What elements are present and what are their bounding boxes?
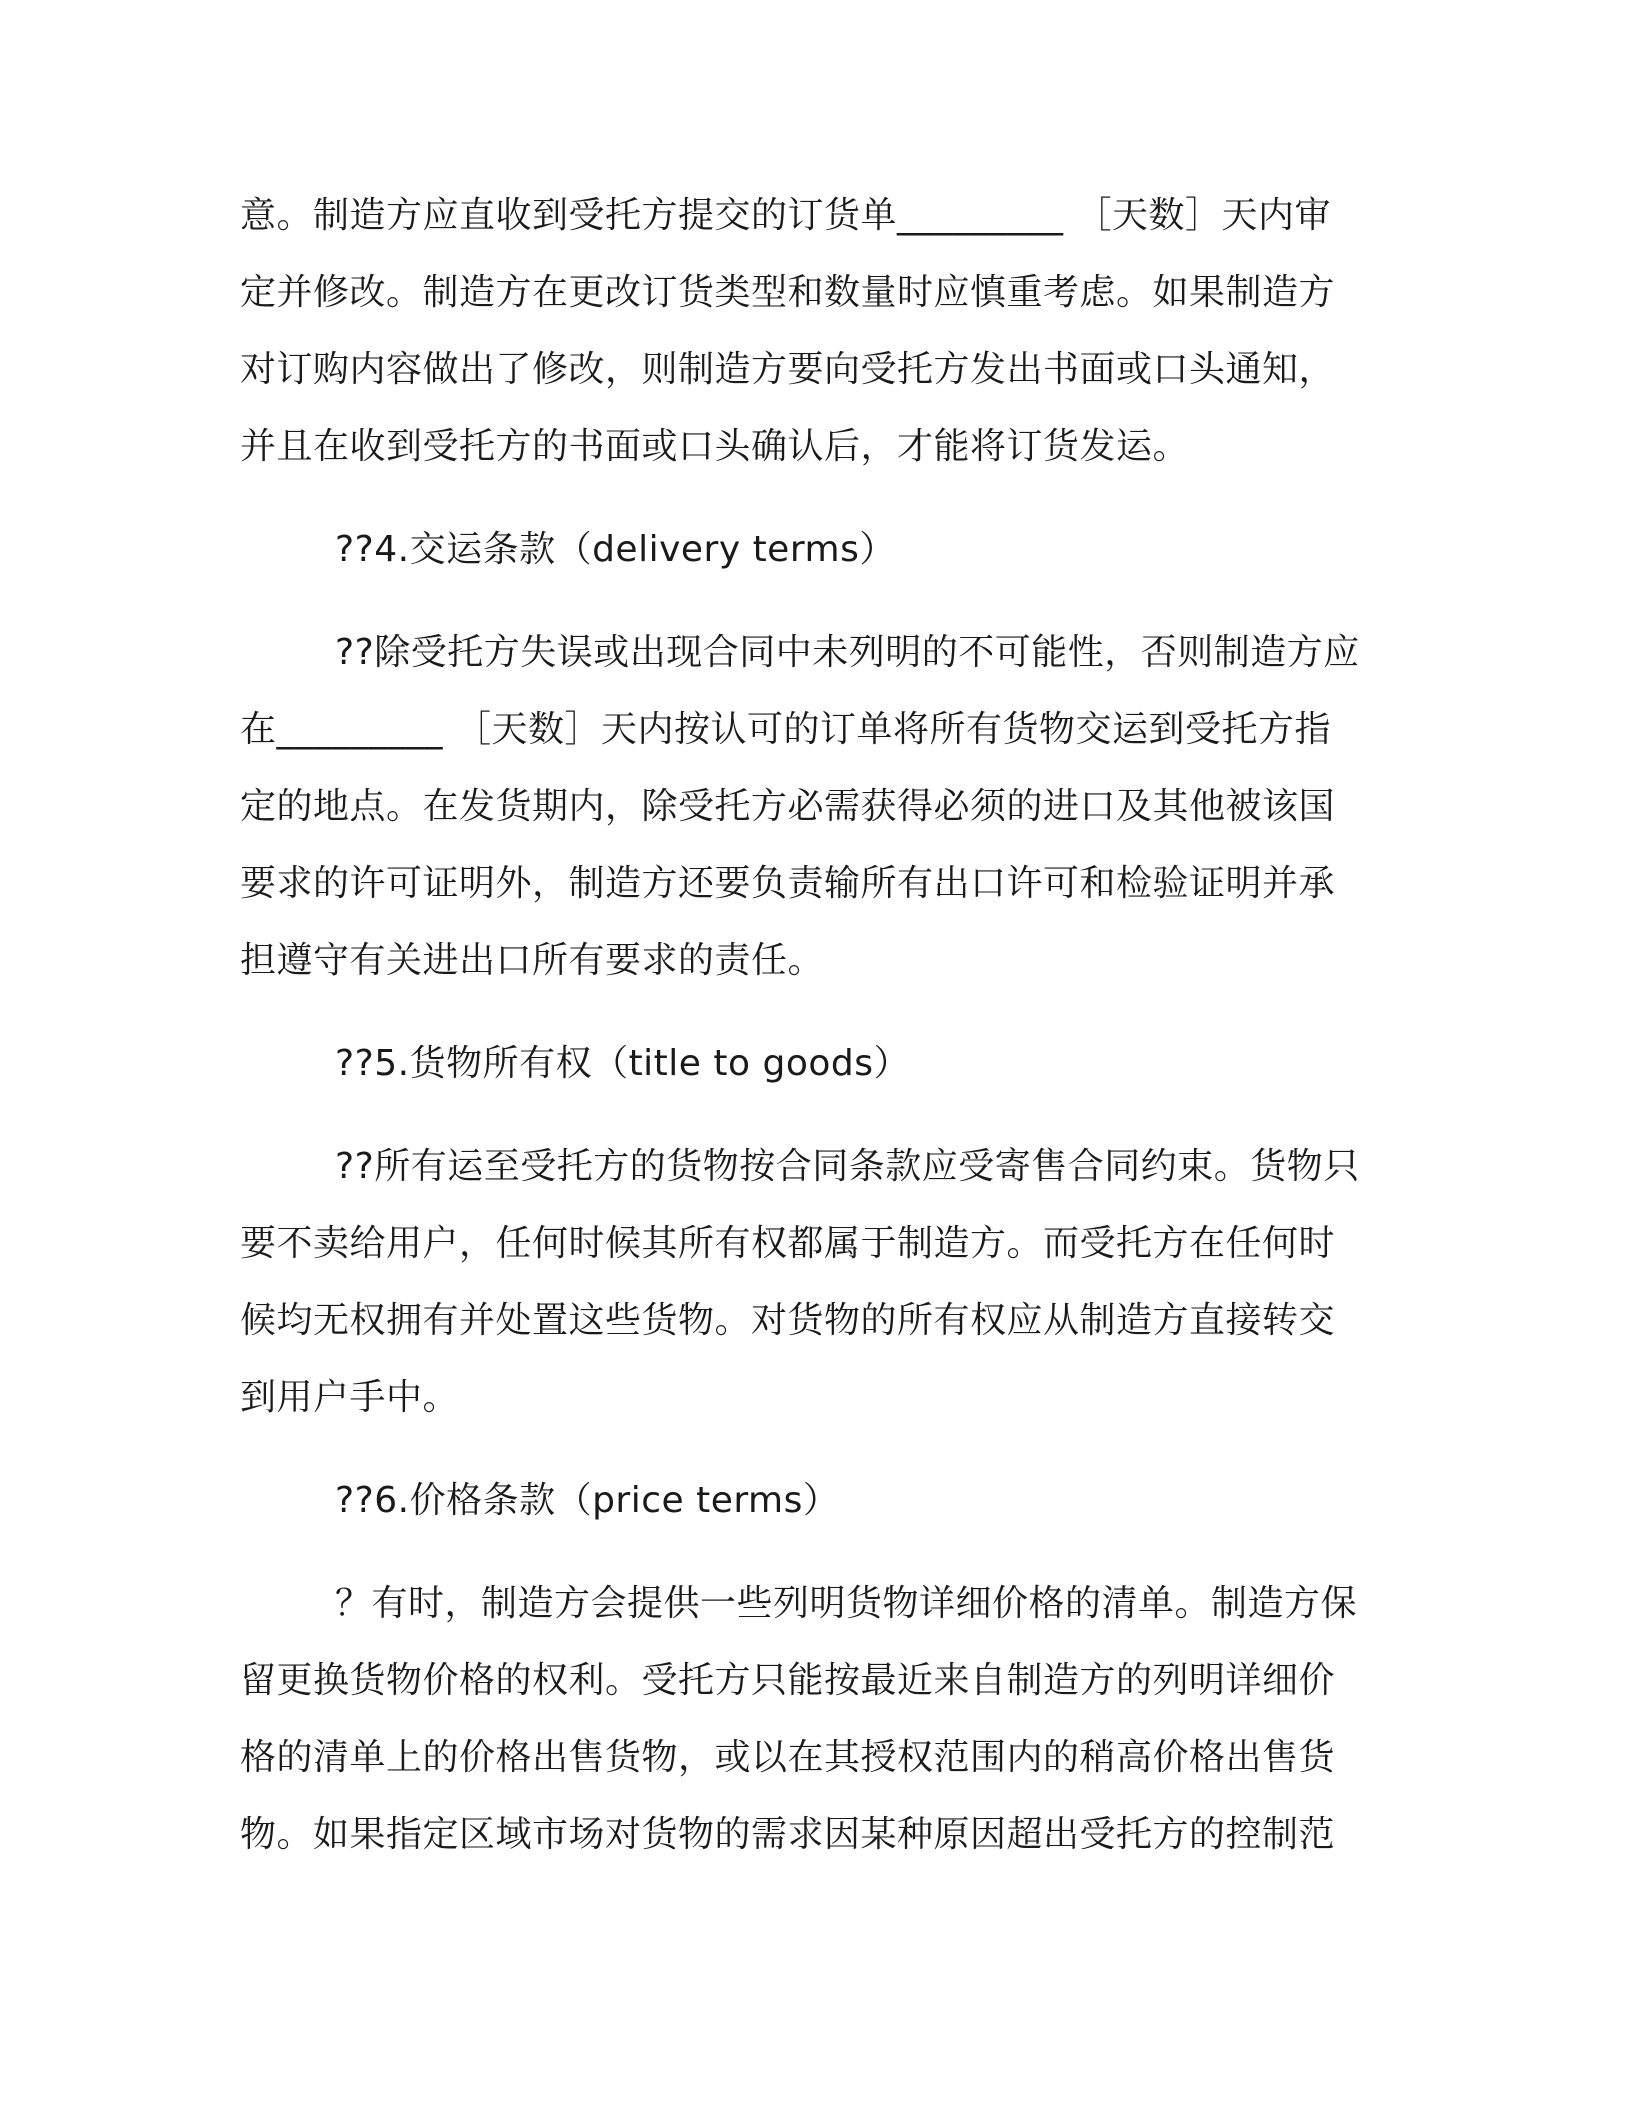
paragraph-line: ？有时，制造方会提供一些列明货物详细价格的清单。制造方保 <box>335 1583 1358 1624</box>
paragraph-line: 到用户手中。 <box>240 1377 460 1418</box>
paragraph-line: 意。制造方应直收到受托方提交的订货单_________ ［天数］天内审 <box>240 195 1331 236</box>
paragraph-line: 定并修改。制造方在更改订货类型和数量时应慎重考虑。如果制造方 <box>240 272 1336 313</box>
paragraph-line: 要不卖给用户，任何时候其所有权都属于制造方。而受托方在任何时 <box>240 1223 1336 1264</box>
section-heading-price-terms: ??6.价格条款（price terms） <box>335 1480 840 1521</box>
paragraph-line: 物。如果指定区域市场对货物的需求因某种原因超出受托方的控制范 <box>240 1814 1336 1855</box>
paragraph-line: 担遵守有关进出口所有要求的责任。 <box>240 940 825 981</box>
paragraph-line: 并且在收到受托方的书面或口头确认后，才能将订货发运。 <box>240 426 1190 467</box>
paragraph-line: 在_________ ［天数］天内按认可的订单将所有货物交运到受托方指 <box>240 709 1331 750</box>
paragraph-line: 定的地点。在发货期内，除受托方必需获得必须的进口及其他被该国 <box>240 786 1336 827</box>
paragraph-line: 候均无权拥有并处置这些货物。对货物的所有权应从制造方直接转交 <box>240 1300 1336 1341</box>
section-heading-title-to-goods: ??5.货物所有权（title to goods） <box>335 1043 910 1084</box>
paragraph-line: 格的清单上的价格出售货物，或以在其授权范围内的稍高价格出售货 <box>240 1737 1336 1778</box>
paragraph-line: ??所有运至受托方的货物按合同条款应受寄售合同约束。货物只 <box>335 1146 1360 1187</box>
paragraph-line: 要求的许可证明外，制造方还要负责输所有出口许可和检验证明并承 <box>240 863 1336 904</box>
section-heading-delivery-terms: ??4.交运条款（delivery terms） <box>335 529 896 570</box>
paragraph-line: ??除受托方失误或出现合同中未列明的不可能性，否则制造方应 <box>335 632 1360 673</box>
paragraph-line: 对订购内容做出了修改，则制造方要向受托方发出书面或口头通知， <box>240 349 1336 390</box>
paragraph-line: 留更换货物价格的权利。受托方只能按最近来自制造方的列明详细价 <box>240 1660 1336 1701</box>
